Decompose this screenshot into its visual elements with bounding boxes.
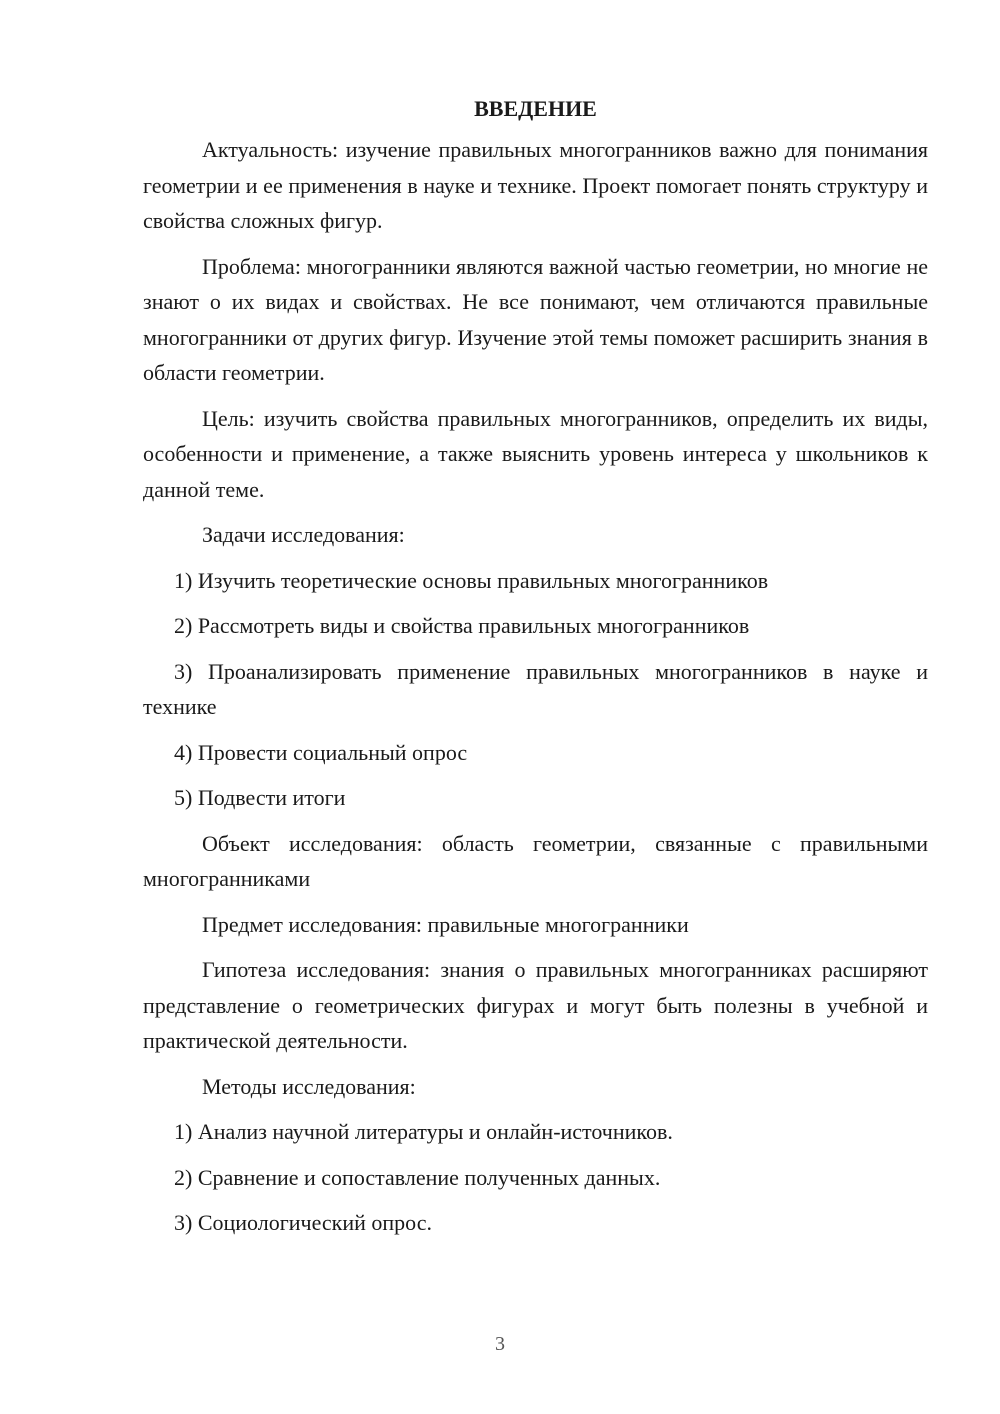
- list-item-task-3: 3) Проанализировать применение правильных многогранников в науке и технике: [143, 658, 928, 719]
- paragraph-subject: Предмет исследования: правильные многогранники: [202, 911, 689, 937]
- list-item-task-4: 4) Провести социальный опрос: [174, 739, 468, 765]
- paragraph-goal: Цель: изучить свойства правильных многогранников, определить их виды, особенности и применение, а также выяснить уровень интереса у школьников к данной теме.: [143, 405, 928, 502]
- list-item-task-2: 2) Рассмотреть виды и свойства правильных многогранников: [174, 613, 750, 638]
- paragraph-methods-heading: Методы исследования:: [202, 1073, 416, 1099]
- paragraph-problem: Проблема: многогранники являются важной частью геометрии, но многие не знают о их видах и свойствах. Не все понимают, чем отличаются правильные многогранники от других фигур. Изучение этой темы поможет расширить знания в области геометрии.: [143, 253, 928, 385]
- list-item-method-3: 3) Социологический опрос.: [174, 1210, 432, 1235]
- paragraph-object: Объект исследования: область геометрии, связанные с правильными многогранниками: [143, 830, 928, 891]
- page-number: 3: [495, 1333, 505, 1355]
- paragraph-tasks-heading: Задачи исследования:: [202, 522, 405, 547]
- paragraph-relevance: Актуальность: изучение правильных многогранников важно для понимания геометрии и ее применения в науке и технике. Проект помогает понять структуру и свойства сложных фигур.: [143, 137, 928, 233]
- list-item-method-2: 2) Сравнение и сопоставление полученных данных.: [174, 1164, 661, 1190]
- document-page: [143, 92, 928, 1251]
- list-item-task-5: 5) Подвести итоги: [174, 785, 346, 810]
- section-title: ВВЕДЕНИЕ: [474, 96, 597, 121]
- list-item-method-1: 1) Анализ научной литературы и онлайн-источников.: [174, 1119, 673, 1144]
- paragraph-hypothesis: Гипотеза исследования: знания о правильных многогранниках расширяют представление о геометрических фигурах и могут быть полезны в учебной и практической деятельности.: [143, 957, 928, 1053]
- list-item-task-1: 1) Изучить теоретические основы правильных многогранников: [174, 567, 769, 593]
